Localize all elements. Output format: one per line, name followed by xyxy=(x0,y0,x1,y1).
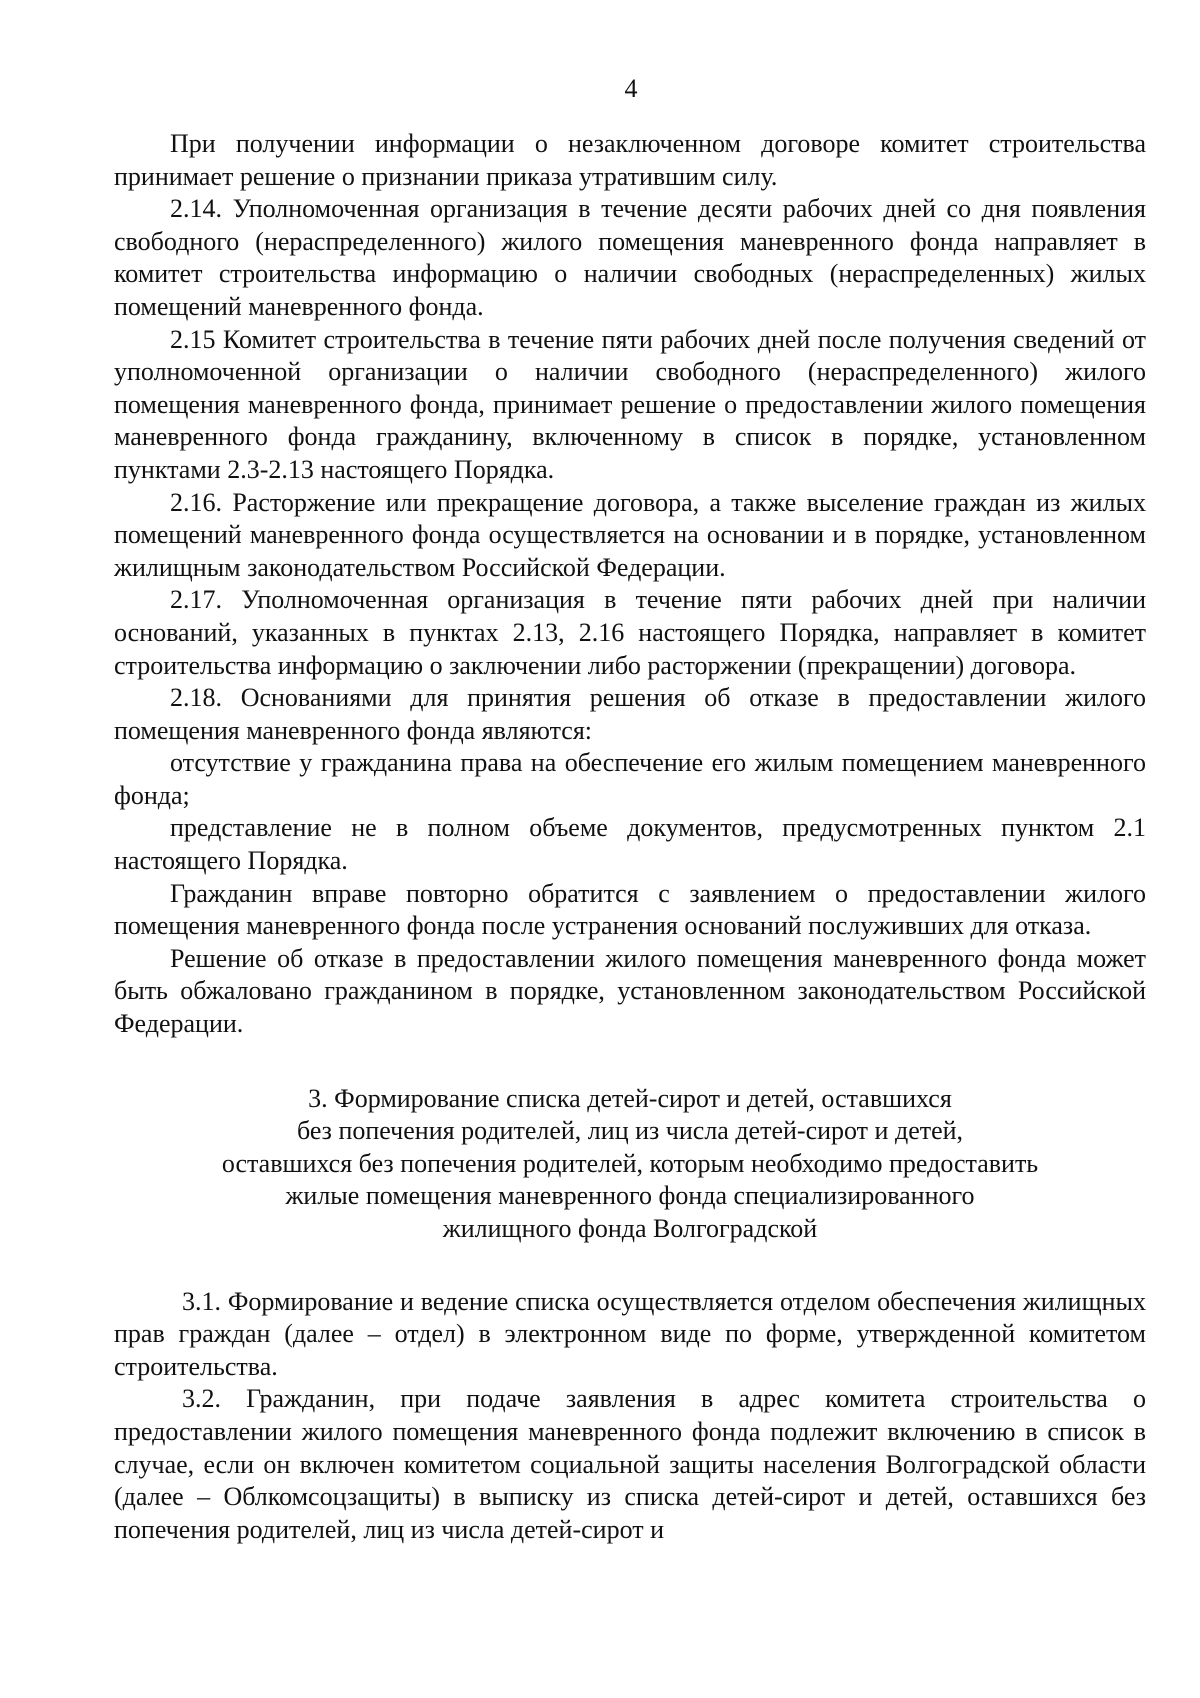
section-heading-line: жилищного фонда Волгоградской xyxy=(442,1214,818,1243)
paragraph-2-17: 2.17. Уполномоченная организация в течение пяти рабочих дней при наличии оснований, указанных в пунктах 2.13, 2.16 настоящего Порядка, направляет в комитет строительства информацию о заключении либо расторжении (прекращении) договора. xyxy=(114,585,1146,680)
paragraph-refusal-ground-2: представление не в полном объеме документов, предусмотренных пунктом 2.1 настоящего Порядка. xyxy=(114,813,1146,876)
paragraph-contract-not-concluded: При получении информации о незаключенном договоре комитет строительства принимает решение о признании приказа утратившим силу. xyxy=(114,129,1146,191)
paragraph-2-18: 2.18. Основаниями для принятия решения об отказе в предоставлении жилого помещения маневренного фонда являются: xyxy=(114,683,1146,745)
paragraph-refusal-ground-1: отсутствие у гражданина права на обеспечение его жилым помещением маневренного фонда; xyxy=(114,748,1146,810)
section-heading-line: без попечения родителей, лиц из числа детей-сирот и детей, xyxy=(296,1116,964,1146)
section-heading-line: оставшихся без попечения родителей, которым необходимо предоставить xyxy=(221,1148,1039,1178)
paragraph-3-1: 3.1. Формирование и ведение списка осуществляется отделом обеспечения жилищных прав граждан (далее – отдел) в электронном виде по форме, утвержденной комитетом строительства. xyxy=(114,1286,1146,1381)
paragraph-2-16: 2.16. Расторжение или прекращение договора, а также выселение граждан из жилых помещений маневренного фонда осуществляется на основании и в порядке, установленном жилищным законодательством Российской Федерации. xyxy=(114,487,1146,582)
document-body xyxy=(114,128,1146,1546)
section-heading-line: жилые помещения маневренного фонда специализированного xyxy=(285,1181,975,1211)
paragraph-2-14: 2.14. Уполномоченная организация в течение десяти рабочих дней со дня появления свободного (нераспределенного) жилого помещения маневренного фонда направляет в комитет строительства информацию о наличии свободных (нераспределенных) жилых помещений маневренного фонда. xyxy=(114,194,1146,321)
paragraph-appeal: Решение об отказе в предоставлении жилого помещения маневренного фонда может быть обжаловано гражданином в порядке, установленном законодательством Российской Федерации. xyxy=(114,943,1146,1039)
section-heading-line: 3. Формирование списка детей-сирот и детей, оставшихся xyxy=(308,1083,952,1113)
paragraph-3-2: 3.2. Гражданин, при подаче заявления в адрес комитета строительства о предоставлении жилого помещения маневренного фонда подлежит включению в список в случае, если он включен комитетом социальной защиты населения Волгоградской области (далее – Облкомсоцзащиты) в выписку из списка детей-сирот и детей, оставшихся без попечения родителей, лиц из числа детей-сирот и xyxy=(114,1384,1146,1544)
section-3-heading xyxy=(114,1083,1146,1246)
paragraph-2-15: 2.15 Комитет строительства в течение пяти рабочих дней после получения сведений от уполномоченной организации о наличии свободного (нераспределенного) жилого помещения маневренного фонда, принимает решение о предоставлении жилого помещения маневренного фонда гражданину, включенному в список в порядке, установленном пунктами 2.3-2.13 настоящего Порядка. xyxy=(114,324,1146,484)
page-number: 4 xyxy=(624,74,638,103)
paragraph-reapply: Гражданин вправе повторно обратится с заявлением о предоставлении жилого помещения маневренного фонда после устранения оснований послуживших для отказа. xyxy=(114,878,1146,941)
